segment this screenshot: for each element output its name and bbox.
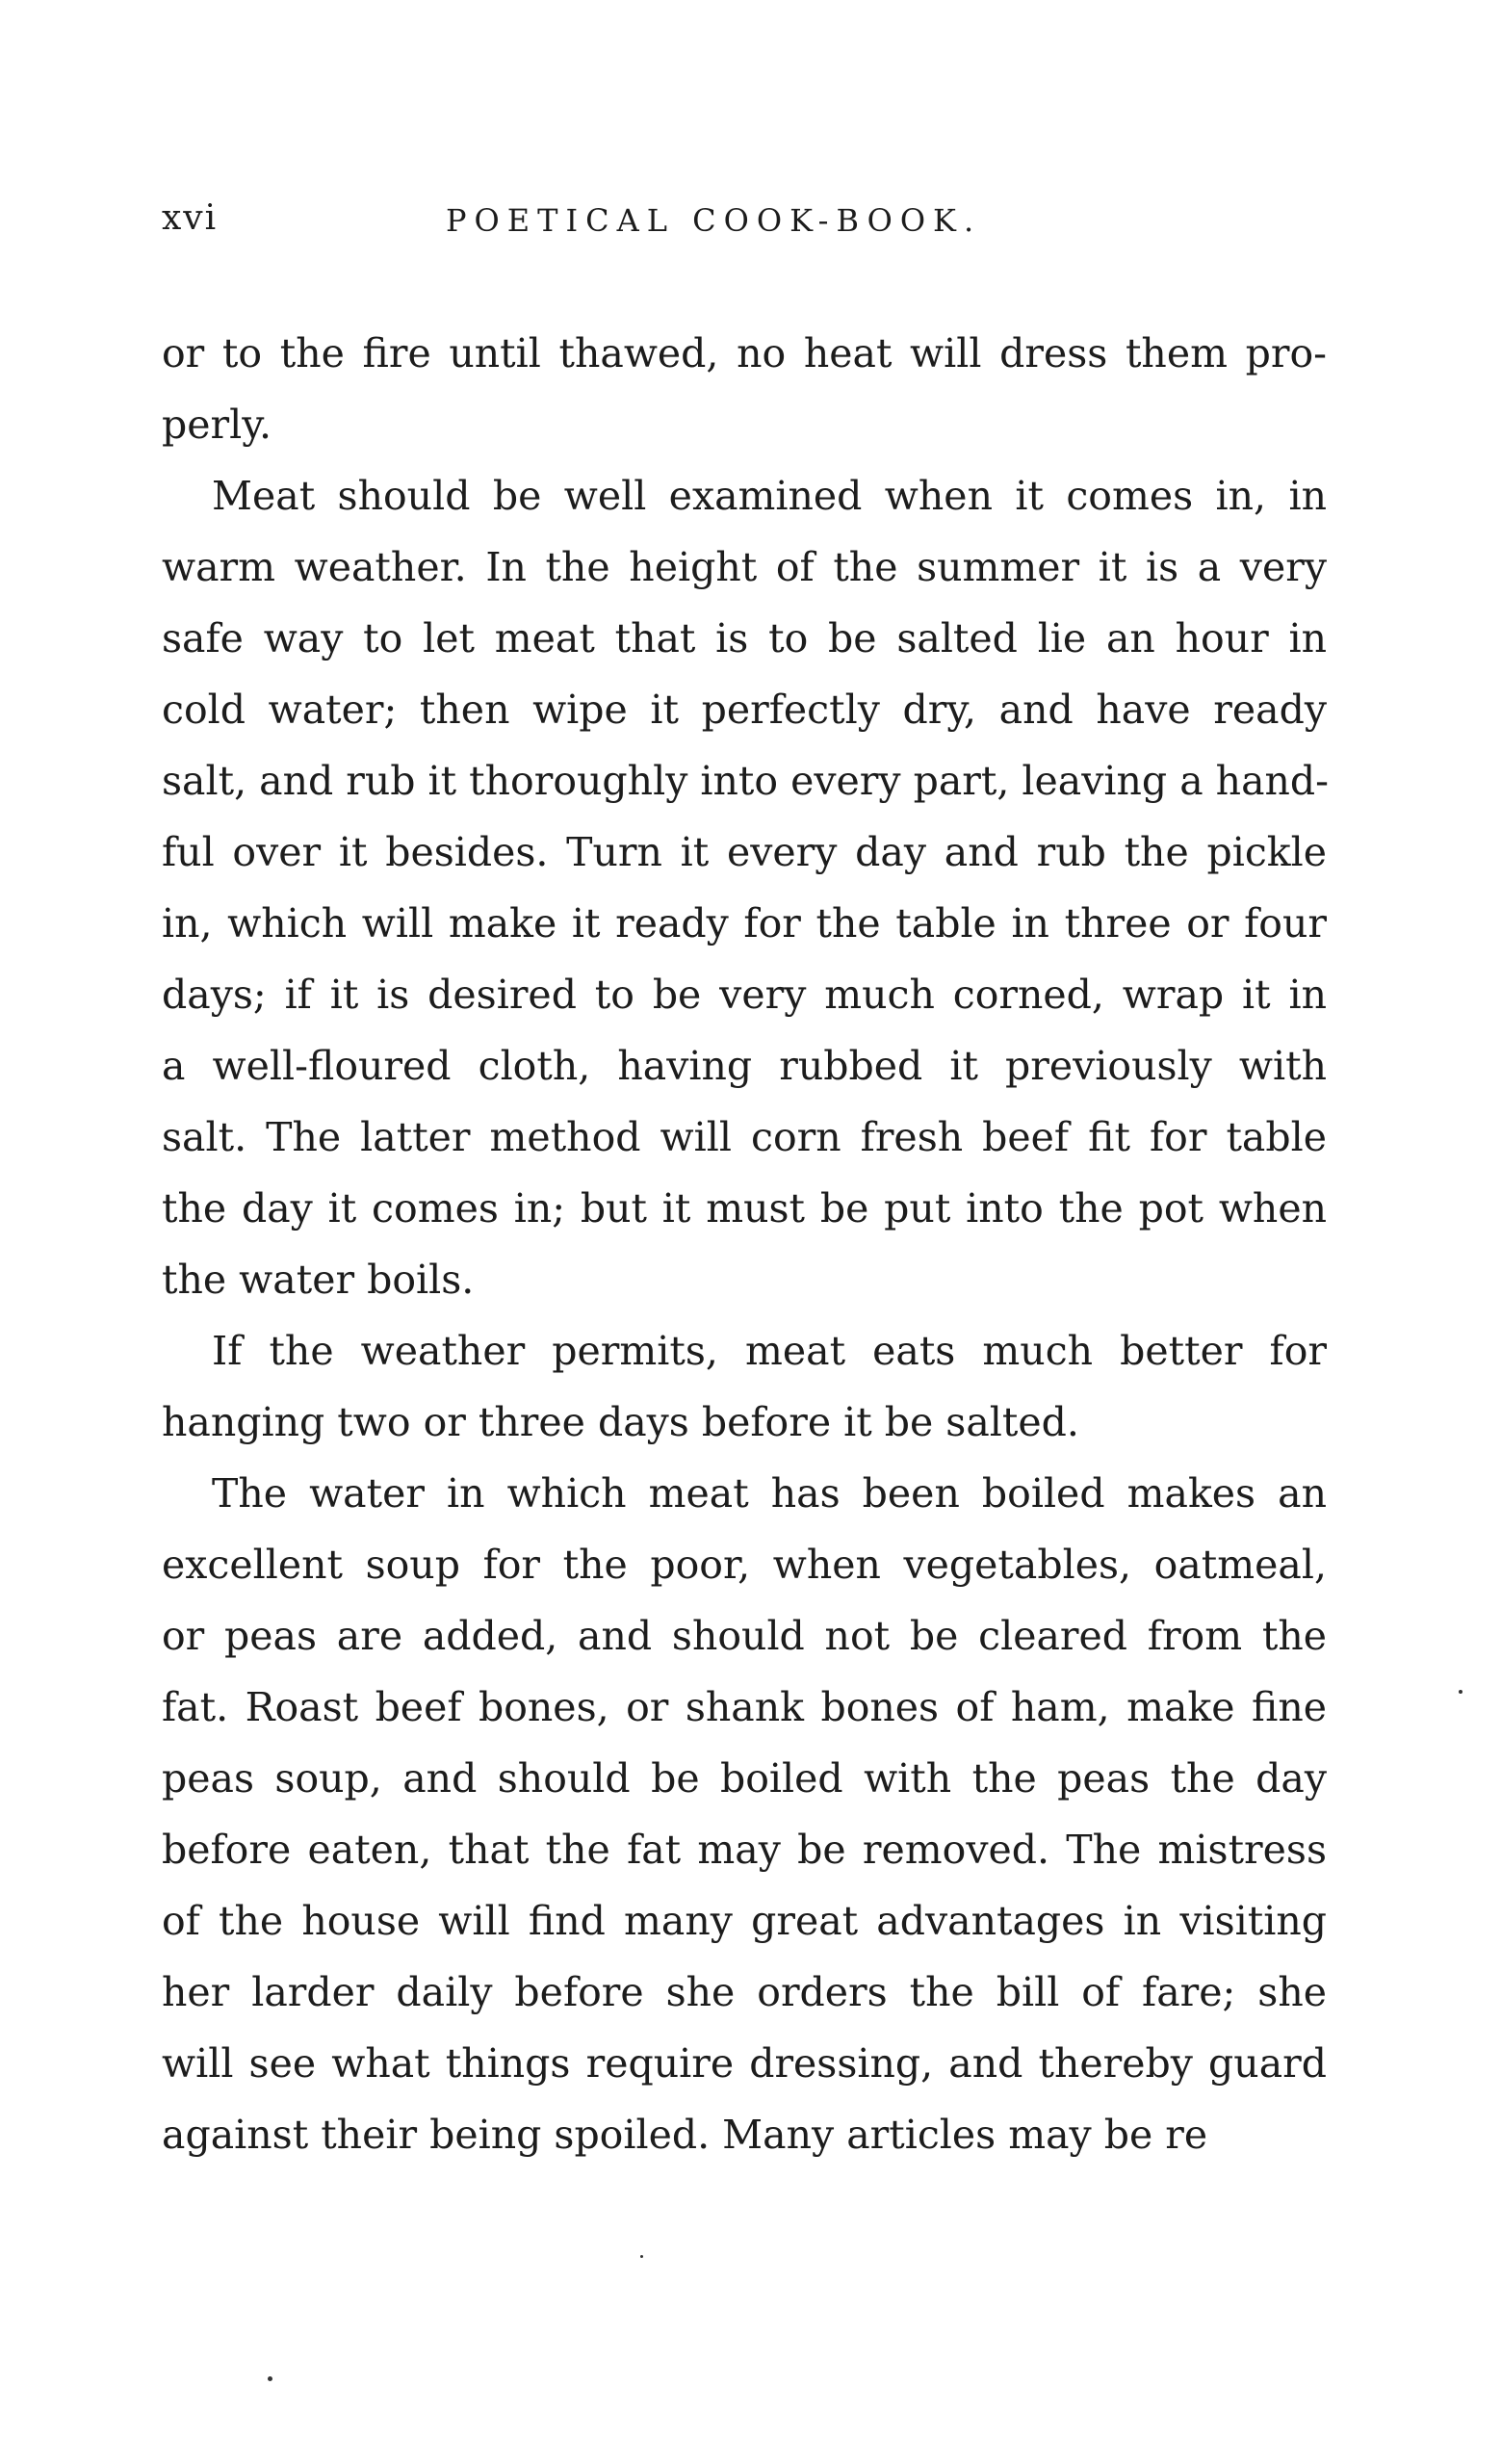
text-line: If the weather permits, meat eats much better for: [212, 1328, 1327, 1374]
text-line: or to the fire until thawed, no heat will dress them pro-: [162, 330, 1327, 376]
text-line: Meat should be well examined when it comes in, in: [212, 473, 1327, 519]
text-line: in, which will make it ready for the table in three or four: [162, 900, 1327, 947]
text-line: salt, and rub it thoroughly into every part, leaving a hand-: [162, 758, 1330, 804]
print-speck: [640, 2255, 643, 2258]
text-line: The water in which meat has been boiled makes an: [212, 1470, 1327, 1517]
text-line: perly.: [162, 402, 272, 448]
body-text: [162, 318, 1330, 2170]
print-speck: [1459, 1690, 1462, 1694]
page-number: xvi: [162, 198, 219, 238]
text-line: cold water; then wipe it perfectly dry, and have ready: [162, 687, 1327, 733]
text-line: days; if it is desired to be very much corned, wrap it in: [162, 972, 1327, 1018]
text-line: before eaten, that the fat may be removed. The mistress: [162, 1827, 1327, 1873]
text-line: excellent soup for the poor, when vegetables, oatmeal,: [162, 1542, 1327, 1588]
text-line: a well-floured cloth, having rubbed it previously with: [162, 1043, 1327, 1089]
text-line: or peas are added, and should not be cleared from the: [162, 1613, 1327, 1659]
text-line: fat. Roast beef bones, or shank bones of ham, make fine: [162, 1684, 1327, 1730]
text-line: against their being spoiled. Many articles may be re: [162, 2112, 1208, 2158]
text-line: the water boils.: [162, 1257, 475, 1303]
print-speck: [268, 2376, 272, 2381]
text-line: salt. The latter method will corn fresh beef fit for table: [162, 1114, 1327, 1160]
text-line: ful over it besides. Turn it every day and rub the pickle: [162, 829, 1327, 875]
text-line: peas soup, and should be boiled with the peas the day: [162, 1755, 1327, 1802]
text-line: will see what things require dressing, and thereby guard: [162, 2040, 1327, 2087]
text-line: the day it comes in; but it must be put into the pot when: [162, 1185, 1327, 1232]
running-head: [162, 198, 1327, 256]
text-line: warm weather. In the height of the summer it is a very: [162, 544, 1327, 590]
text-line: hanging two or three days before it be salted.: [162, 1399, 1079, 1445]
text-line: of the house will find many great advantages in visiting: [162, 1898, 1327, 1944]
text-line: safe way to let meat that is to be salted lie an hour in: [162, 615, 1327, 661]
running-title: POETICAL COOK-BOOK.: [446, 202, 982, 239]
text-line: her larder daily before she orders the bill of fare; she: [162, 1969, 1327, 2015]
